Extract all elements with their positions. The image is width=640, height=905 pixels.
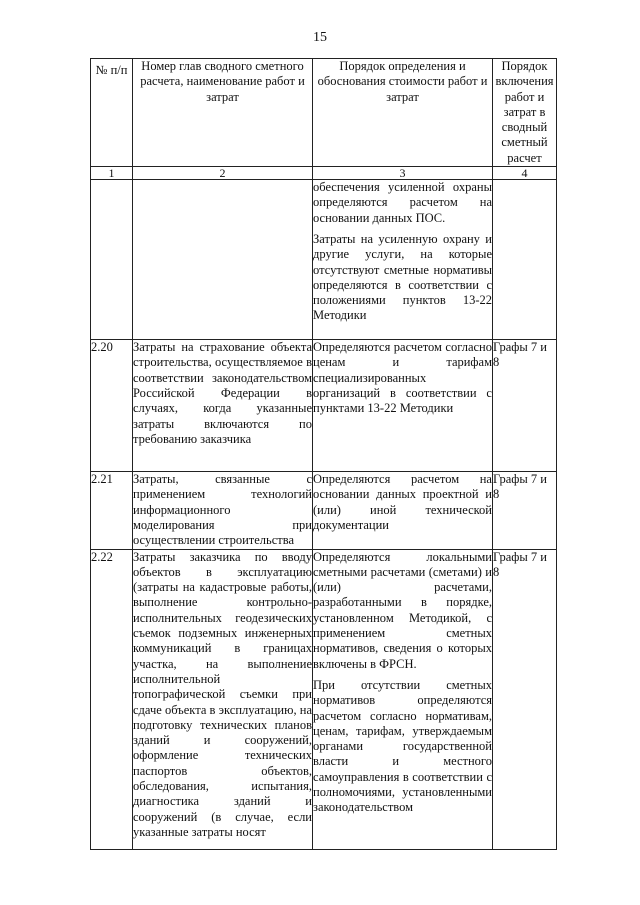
row-name: Затраты заказчика по вводу объектов в эксплуатацию (затраты на кадастровые работы, выполнение контрольно-исполнительных геодезических съемок подземных инженерных коммуникаций в границах участка, на выполнение исполнительной топографической съемки при сдаче объекта в эксплуатацию, на подготовку технических планов зданий и сооружений, оформление технических паспортов объектов, обследования, испытания, диагностика зданий и сооружений (в случае, если указанные затраты носят (133, 549, 313, 849)
header-chapter-name: Номер глав сводного сметного расчета, наименование работ и затрат (133, 59, 313, 167)
table-header-row (91, 59, 557, 167)
row-number-cell (91, 180, 133, 340)
method-paragraph: Затраты на усиленную охрану и другие услуги, на которые отсутствуют сметные нормативы определяются в соответствии с положениями пунктов 13-22 Методики (313, 231, 492, 323)
row-method-cell (313, 472, 493, 549)
method-paragraph: Определяются расчетом на основании данных проектной и (или) иной технической документации (313, 472, 492, 532)
row-method-cell (313, 549, 493, 849)
row-number: 2.21 (91, 472, 133, 549)
column-number: 3 (313, 167, 493, 180)
row-number: 2.20 (91, 340, 133, 472)
row-name: Затраты на страхование объекта строительства, осуществляемое в соответствии законодательством Российской Федерации в случаях, когда указанные затраты включаются по требованию заказчика (133, 340, 313, 472)
column-number: 2 (133, 167, 313, 180)
row-inclusion: Графы 7 и 8 (493, 549, 557, 849)
estimate-table (90, 58, 557, 850)
row-number: 2.22 (91, 549, 133, 849)
row-name-cell (133, 180, 313, 340)
column-number: 1 (91, 167, 133, 180)
row-inclusion: Графы 7 и 8 (493, 340, 557, 472)
table-row-continuation (91, 180, 557, 340)
method-paragraph: Определяются локальными сметными расчетами (сметами) и (или) расчетами, разработанными в порядке, установленном Методикой, с применением сметных нормативов, сведения о которых включены в ФРСН. (313, 549, 492, 671)
table-row (91, 472, 557, 549)
method-paragraph: обеспечения усиленной охраны определяются расчетом на основании данных ПОС. (313, 180, 492, 225)
header-number: № п/п (91, 59, 133, 167)
row-inclusion: Графы 7 и 8 (493, 472, 557, 549)
column-number-row (91, 167, 557, 180)
method-paragraph: При отсутствии сметных нормативов определяются расчетом согласно нормативам, ценам, тарифам, утверждаемым органами государственной власти и местного самоуправления в соответствии с полномочиями, установленными законодательством (313, 677, 492, 815)
header-cost-method: Порядок определения и обоснования стоимости работ и затрат (313, 59, 493, 167)
header-inclusion: Порядок включения работ и затрат в сводный сметный расчет (493, 59, 557, 167)
method-paragraph: Определяются расчетом согласно ценам и тарифам специализированных организаций в соответствии с пунктами 13-22 Методики (313, 340, 492, 416)
row-method-cell (313, 340, 493, 472)
row-name: Затраты, связанные с применением технологий информационного моделирования при осуществлении строительства (133, 472, 312, 548)
row-inclusion-cell (493, 180, 557, 340)
column-number: 4 (493, 167, 557, 180)
page-number: 15 (313, 30, 327, 45)
table-row (91, 549, 557, 849)
table-row (91, 340, 557, 472)
row-method-cell (313, 180, 493, 340)
